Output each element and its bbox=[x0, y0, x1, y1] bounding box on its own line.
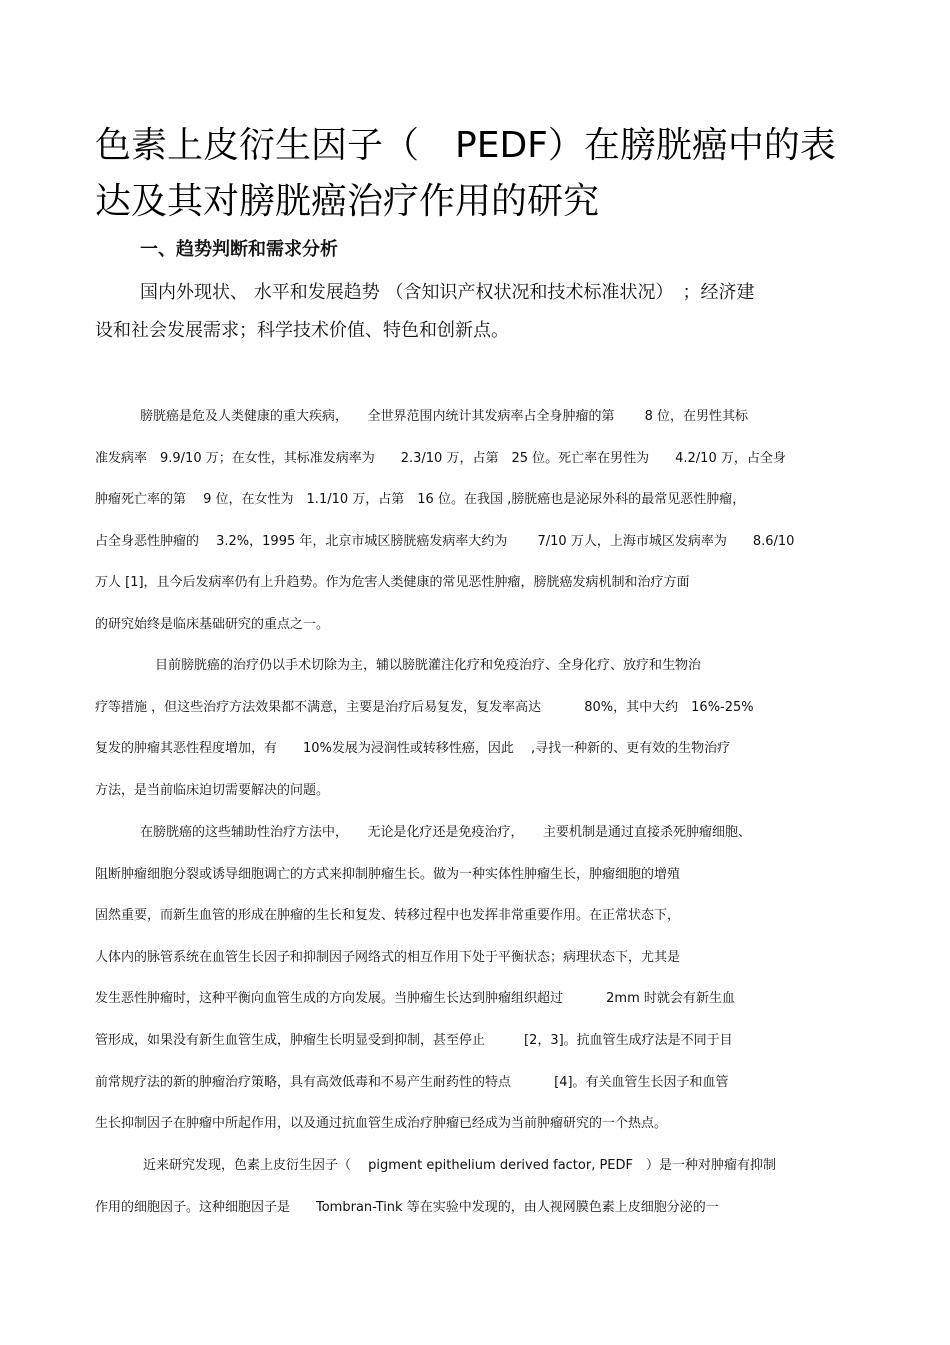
paragraph-line: 管形成，如果没有新生血管生成，肿瘤生长明显受到抑制，甚至停止 [2，3]。抗血管生成疗法是不同于目 bbox=[95, 1032, 733, 1048]
lead-line: 国内外现状、 水平和发展趋势 （含知识产权状况和技术标准状况） ；经济建 bbox=[140, 282, 755, 303]
paragraph-line: 疗等措施 ，但这些治疗方法效果都不满意，主要是治疗后易复发，复发率高达 80%，其中大约 16%-25% bbox=[95, 699, 754, 715]
paragraph-line: 目前膀胱癌的治疗仍以手术切除为主，辅以膀胱灌注化疗和免疫治疗、全身化疗、放疗和生物治 bbox=[155, 658, 702, 673]
paragraph-line: 膀胱癌是危及人类健康的重大疾病， 全世界范围内统计其发病率占全身肿瘤的第 8 位，在男性其标 bbox=[140, 409, 749, 424]
paragraph-line: 前常规疗法的新的肿瘤治疗策略，具有高效低毒和不易产生耐药性的特点 [4]。有关血管生长因子和血管 bbox=[95, 1074, 729, 1090]
title-line: 达及其对膀胱癌治疗作用的研究 bbox=[95, 181, 600, 222]
paragraph-line: 在膀胱癌的这些辅助性治疗方法中， 无论是化疗还是免疫治疗， 主要机制是通过直接杀死肿瘤细胞、 bbox=[140, 825, 752, 840]
document-title bbox=[95, 118, 875, 230]
paragraph-line: 发生恶性肿瘤时，这种平衡向血管生成的方向发展。当肿瘤生长达到肿瘤组织超过 2mm 时就会有新生血 bbox=[95, 991, 735, 1007]
paragraph-line: 准发病率 9.9/10 万；在女性，其标准发病率为 2.3/10 万，占第 25 位。死亡率在男性为 4.2/10 万，占全身 bbox=[95, 450, 786, 466]
paragraph-line: 作用的细胞因子。这种细胞因子是 Tombran-Tink 等在实验中发现的，由人视网膜色素上皮细胞分泌的一 bbox=[95, 1199, 719, 1215]
paragraph-line: 占全身恶性肿瘤的 3.2%，1995 年，北京市城区膀胱癌发病率大约为 7/10 万人，上海市城区发病率为 8.6/10 bbox=[95, 533, 795, 549]
paragraph-angiogenesis bbox=[95, 812, 865, 1145]
section-heading: 一、趋势判断和需求分析 bbox=[140, 239, 338, 260]
paragraph-line: 方法，是当前临床迫切需要解决的问题。 bbox=[95, 782, 330, 798]
paragraph-incidence bbox=[95, 396, 865, 646]
paragraph-line: 固然重要，而新生血管的形成在肿瘤的生长和复发、转移过程中也发挥非常重要作用。在正常状态下， bbox=[95, 908, 681, 924]
paragraph-line: 生长抑制因子在肿瘤中所起作用，以及通过抗血管生成治疗肿瘤已经成为当前肿瘤研究的一个热点。 bbox=[95, 1116, 668, 1132]
title-line: 色素上皮衍生因子（ PEDF）在膀胱癌中的表 bbox=[95, 125, 836, 166]
section-lead bbox=[95, 274, 865, 350]
lead-line: 设和社会发展需求；科学技术价值、特色和创新点。 bbox=[95, 320, 509, 341]
paragraph-line: 近来研究发现，色素上皮衍生因子（ pigment epithelium derived factor, PEDF ）是一种对肿瘤有抑制 bbox=[143, 1158, 777, 1173]
paragraph-line: 复发的肿瘤其恶性程度增加，有 10%发展为浸润性或转移性癌，因此 ,寻找一种新的、更有效的生物治疗 bbox=[95, 741, 731, 757]
paragraph-line: 肿瘤死亡率的第 9 位，在女性为 1.1/10 万，占第 16 位。在我国 ,膀胱癌也是泌尿外科的最常见恶性肿瘤， bbox=[95, 492, 746, 508]
paragraph-line: 人体内的脉管系统在血管生长因子和抑制因子网络式的相互作用下处于平衡状态；病理状态下，尤其是 bbox=[95, 949, 681, 965]
paragraph-line: 万人 [1]，且今后发病率仍有上升趋势。作为危害人类健康的常见恶性肿瘤，膀胱癌发病机制和治疗方面 bbox=[95, 575, 690, 591]
paragraph-line: 阻断肿瘤细胞分裂或诱导细胞调亡的方式来抑制肿瘤生长。做为一种实体性肿瘤生长，肿瘤细胞的增殖 bbox=[95, 866, 681, 882]
paragraph-pedf bbox=[95, 1145, 865, 1228]
paragraph-treatment bbox=[95, 645, 865, 811]
paragraph-line: 的研究始终是临床基础研究的重点之一。 bbox=[95, 616, 330, 632]
